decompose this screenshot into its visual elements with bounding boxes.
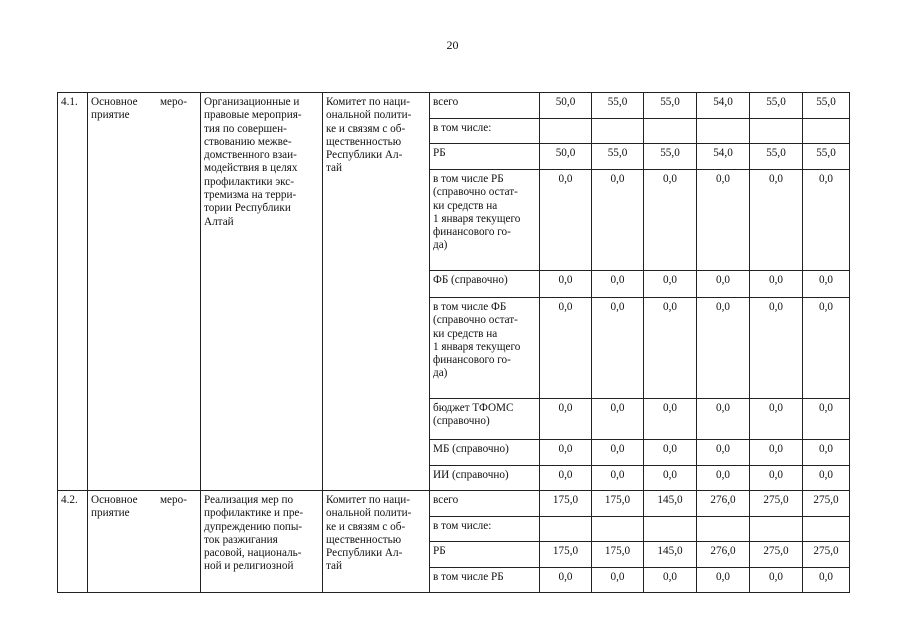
funding-source-label: всего: [433, 96, 459, 108]
funding-source-cell: [430, 93, 540, 119]
amount-cell: 55,0: [644, 144, 697, 170]
funding-source-cell: [430, 568, 540, 593]
funding-source-cell: [430, 119, 540, 144]
funding-source-label: в том числе ФБ (справочно остат- ки средств на 1 января текущего финансового го- да): [433, 301, 521, 380]
funding-source-cell: [430, 517, 540, 542]
amount-cell: 275,0: [803, 542, 850, 568]
funding-source-label: ФБ (справочно): [433, 274, 508, 286]
funding-source-label: в том числе:: [433, 122, 492, 134]
amount-cell: [750, 517, 803, 542]
amount-cell: 0,0: [592, 399, 644, 440]
amount-cell: 0,0: [697, 399, 750, 440]
amount-cell: 0,0: [540, 440, 592, 466]
amount-cell: 0,0: [803, 170, 850, 271]
amount-cell: 175,0: [592, 491, 644, 517]
amount-cell: 0,0: [644, 568, 697, 593]
amount-cell: 0,0: [803, 298, 850, 399]
funding-source-cell: [430, 491, 540, 517]
funding-source-cell: [430, 170, 540, 271]
amount-cell: 50,0: [540, 144, 592, 170]
amount-cell: 0,0: [803, 466, 850, 491]
amount-cell: 55,0: [803, 93, 850, 119]
item-type-line: Основное меро-: [91, 494, 187, 506]
amount-cell: 55,0: [592, 93, 644, 119]
amount-cell: 0,0: [697, 466, 750, 491]
amount-cell: 275,0: [750, 491, 803, 517]
amount-cell: 0,0: [592, 298, 644, 399]
page-number: 20: [446, 38, 459, 52]
amount-cell: 50,0: [540, 93, 592, 119]
table-row: [58, 491, 850, 517]
amount-cell: 0,0: [644, 170, 697, 271]
amount-cell: 0,0: [803, 271, 850, 298]
amount-cell: 0,0: [644, 271, 697, 298]
amount-cell: 0,0: [644, 298, 697, 399]
amount-cell: 0,0: [540, 568, 592, 593]
item-type-cell: [88, 93, 201, 491]
amount-cell: 0,0: [540, 399, 592, 440]
budget-table: [57, 92, 850, 593]
amount-cell: 0,0: [644, 466, 697, 491]
amount-cell: 0,0: [750, 271, 803, 298]
table-row: [58, 93, 850, 119]
event-description-text: Организационные и правовые мероприя- тия по совершен- ствованию межве- домственного взаи- модействия в целях профилактики экс- тремизма на терри- тории Республики Алтай: [204, 96, 302, 228]
amount-cell: [750, 119, 803, 144]
amount-cell: [697, 119, 750, 144]
amount-cell: 0,0: [592, 271, 644, 298]
amount-cell: 54,0: [697, 93, 750, 119]
amount-cell: 145,0: [644, 542, 697, 568]
executor-cell: [323, 93, 430, 491]
amount-cell: 0,0: [697, 170, 750, 271]
amount-cell: 0,0: [803, 568, 850, 593]
amount-cell: 0,0: [592, 170, 644, 271]
funding-source-cell: [430, 144, 540, 170]
amount-cell: 0,0: [644, 399, 697, 440]
funding-source-label: бюджет ТФОМС (справочно): [433, 402, 514, 428]
funding-source-cell: [430, 440, 540, 466]
amount-cell: 0,0: [540, 466, 592, 491]
amount-cell: 275,0: [750, 542, 803, 568]
amount-cell: 55,0: [592, 144, 644, 170]
item-type-line: приятие: [91, 109, 130, 122]
amount-cell: 0,0: [750, 399, 803, 440]
executor-text: Комитет по наци- ональной полити- ке и связям с об- щественностью Республики Ал- тай: [326, 96, 412, 175]
amount-cell: 0,0: [592, 466, 644, 491]
amount-cell: 0,0: [750, 440, 803, 466]
amount-cell: 175,0: [540, 491, 592, 517]
amount-cell: [592, 517, 644, 542]
amount-cell: 55,0: [750, 144, 803, 170]
amount-cell: 276,0: [697, 491, 750, 517]
item-type-line: Основное меро-: [91, 96, 187, 108]
amount-cell: 0,0: [697, 568, 750, 593]
funding-source-label: РБ: [433, 545, 446, 557]
amount-cell: 0,0: [540, 298, 592, 399]
amount-cell: 55,0: [803, 144, 850, 170]
amount-cell: 0,0: [540, 170, 592, 271]
amount-cell: 175,0: [540, 542, 592, 568]
funding-source-cell: [430, 542, 540, 568]
item-number-cell: 4.1.: [58, 93, 88, 491]
event-description-text: Реализация мер по профилактике и пре- дупреждению попы- ток разжигания расовой, националь- ной и религиозной: [204, 494, 304, 573]
amount-cell: 0,0: [697, 298, 750, 399]
amount-cell: 0,0: [697, 271, 750, 298]
item-type-line: приятие: [91, 507, 130, 520]
amount-cell: 275,0: [803, 491, 850, 517]
funding-source-cell: [430, 399, 540, 440]
amount-cell: 0,0: [644, 440, 697, 466]
amount-cell: 0,0: [750, 568, 803, 593]
amount-cell: 0,0: [697, 440, 750, 466]
amount-cell: [592, 119, 644, 144]
amount-cell: 0,0: [803, 440, 850, 466]
funding-source-label: ИИ (справочно): [433, 469, 509, 481]
amount-cell: [803, 119, 850, 144]
event-description-cell: [201, 491, 323, 593]
amount-cell: [644, 517, 697, 542]
funding-source-cell: [430, 298, 540, 399]
amount-cell: 54,0: [697, 144, 750, 170]
funding-source-label: в том числе РБ: [433, 571, 504, 583]
amount-cell: 0,0: [803, 399, 850, 440]
amount-cell: 175,0: [592, 542, 644, 568]
amount-cell: 0,0: [750, 466, 803, 491]
item-number-cell: 4.2.: [58, 491, 88, 593]
amount-cell: 0,0: [750, 298, 803, 399]
event-description-cell: [201, 93, 323, 491]
funding-source-label: в том числе РБ (справочно остат- ки средств на 1 января текущего финансового го- да): [433, 173, 521, 252]
amount-cell: [644, 119, 697, 144]
amount-cell: [697, 517, 750, 542]
funding-source-label: в том числе:: [433, 520, 492, 532]
funding-source-label: всего: [433, 494, 459, 506]
executor-text: Комитет по наци- ональной полити- ке и связям с об- щественностью Республики Ал- тай: [326, 494, 412, 573]
funding-source-cell: [430, 271, 540, 298]
funding-source-label: МБ (справочно): [433, 443, 509, 455]
amount-cell: 0,0: [592, 568, 644, 593]
funding-source-cell: [430, 466, 540, 491]
amount-cell: 0,0: [540, 271, 592, 298]
funding-source-label: РБ: [433, 147, 446, 159]
amount-cell: 55,0: [644, 93, 697, 119]
amount-cell: 276,0: [697, 542, 750, 568]
amount-cell: 145,0: [644, 491, 697, 517]
executor-cell: [323, 491, 430, 593]
item-type-cell: [88, 491, 201, 593]
amount-cell: 0,0: [750, 170, 803, 271]
amount-cell: [540, 119, 592, 144]
amount-cell: 55,0: [750, 93, 803, 119]
amount-cell: [540, 517, 592, 542]
amount-cell: [803, 517, 850, 542]
amount-cell: 0,0: [592, 440, 644, 466]
